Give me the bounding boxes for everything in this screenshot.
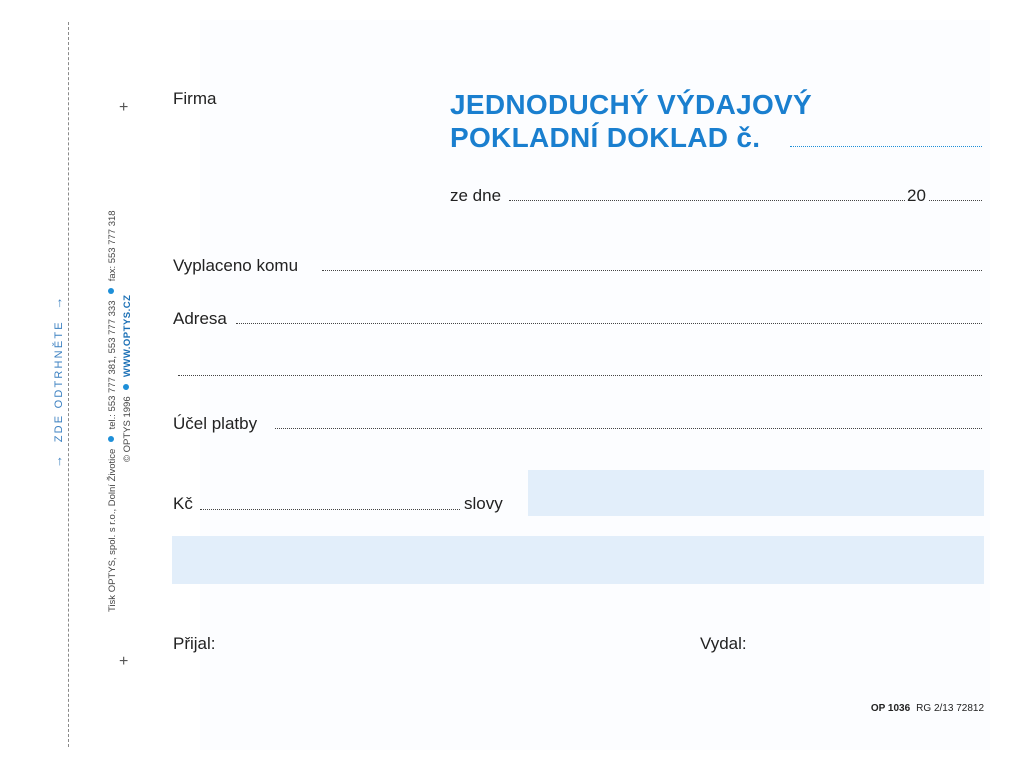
arrow-icon: →: [50, 294, 65, 310]
purpose-label: Účel platby: [173, 414, 258, 433]
printer-fax: fax: 553 777 318: [107, 210, 118, 282]
tear-off-line: [68, 22, 69, 747]
amount-field[interactable]: [200, 509, 460, 510]
form-code-number: OP 1036: [870, 703, 911, 714]
title-line-2: POKLADNÍ DOKLAD č.: [450, 122, 761, 153]
address-field-line-2[interactable]: [178, 375, 982, 376]
tear-off-instruction: [50, 294, 65, 468]
document-number-field[interactable]: [790, 146, 982, 147]
address-field[interactable]: [236, 323, 982, 324]
purpose-field[interactable]: [275, 428, 982, 429]
printer-copyright: [122, 295, 133, 462]
year-field[interactable]: [929, 200, 982, 201]
amount-words-label: slovy: [464, 494, 503, 513]
document-title: [450, 88, 812, 154]
tear-off-text: ZDE ODTRHNĚTE: [53, 320, 65, 443]
title-line-1: JEDNODUCHÝ VÝDAJOVÝ: [450, 89, 813, 120]
recipient-label: Vyplaceno komu: [173, 256, 299, 275]
amount-label: Kč: [173, 494, 193, 513]
website-text: WWW.OPTYS.CZ: [122, 294, 133, 378]
address-label: Adresa: [173, 309, 227, 328]
printer-phone: tel.: 553 777 381, 553 777 333: [107, 300, 118, 430]
crop-mark-top: +: [119, 99, 129, 116]
received-by-label: Přijal:: [173, 634, 216, 653]
form-code: [871, 703, 984, 714]
bullet-icon: [108, 288, 114, 294]
bullet-icon: [108, 436, 114, 442]
date-field[interactable]: [509, 200, 905, 201]
bullet-icon: [123, 384, 129, 390]
arrow-icon: →: [50, 452, 65, 468]
firma-label: Firma: [173, 89, 217, 108]
crop-mark-bottom: +: [119, 653, 129, 670]
amount-words-box[interactable]: [528, 470, 984, 516]
form-edition: RG 2/13 72812: [916, 703, 984, 714]
year-prefix: 20: [907, 186, 926, 205]
date-label: ze dne: [450, 186, 502, 205]
printer-name: Tisk OPTYS, spol. s r.o., Dolní Životice: [107, 448, 118, 612]
issued-by-label: Vydal:: [700, 634, 747, 653]
copyright-text: © OPTYS 1996: [122, 396, 133, 462]
printer-info: [107, 210, 118, 612]
amount-words-box-2[interactable]: [172, 536, 984, 584]
recipient-field[interactable]: [322, 270, 982, 271]
